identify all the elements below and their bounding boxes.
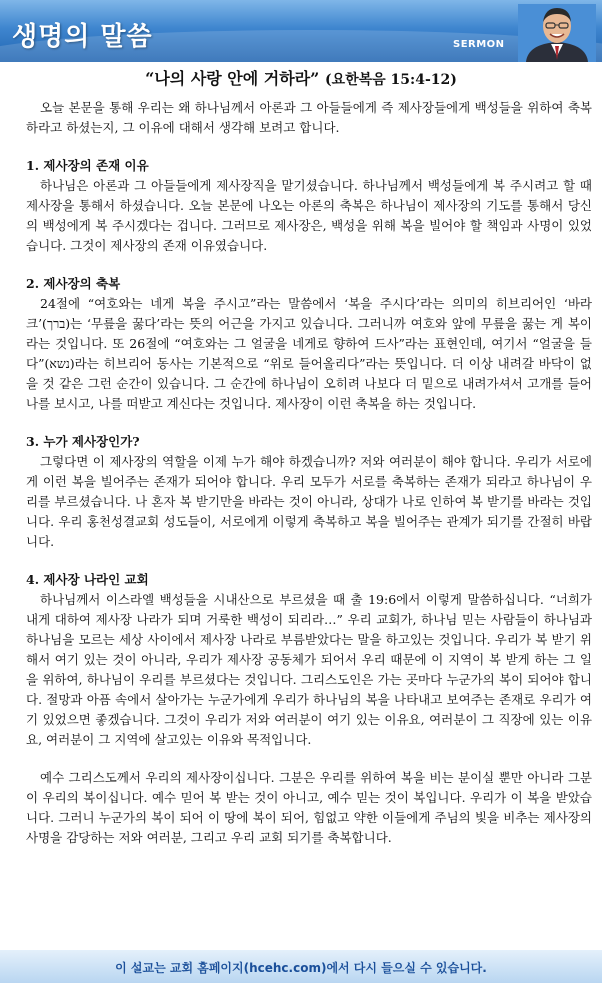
banner-title: 생명의 말씀 [12,22,153,52]
closing-paragraph: 예수 그리스도께서 우리의 제사장이십니다. 그분은 우리를 위하여 복을 비는 분이실 뿐만 아니라 그분이 우리의 복이십니다. 예수 믿어 복 받는 것이 아니고, 예수 믿는 것이 복입니다. 우리가 이 복을 받았습니다. 그러니 누군가의 복이 되어 이 땅에 복이 되어, 힘없고 약한 이들에게 주님의 빛을 비추는 제사장의 사명을 감당하는 저와 여러분, 그리고 우리 교회 되기를 축복합니다. [26,770,592,845]
section-heading: 4. 제사장 나라인 교회 [26,572,149,587]
intro-paragraph: 오늘 본문을 통해 우리는 왜 하나님께서 아론과 그 아들들에게 즉 제사장들에게 백성들을 위하여 축복하라고 하셨는지, 그 이유에 대해서 생각해 보려고 합니다. [26,100,592,135]
sermon-title [0,66,602,89]
footer-note: 이 설교는 교회 홈페이지(hcehc.com)에서 다시 들으실 수 있습니다. [115,961,487,975]
section-paragraph: 24절에 “여호와는 네게 복을 주시고”라는 말씀에서 ‘복을 주시다’라는 의미의 히브리어인 ‘바라크’(ברך)는 ‘무릎을 꿇다’라는 뜻의 어근을 가지고 있습니다. 그러니까 여호와 앞에 무릎을 꿇는 게 복이라는 것입니다. 또 26절에 “여호와는 그 얼굴을 네게로 향하여 드사”라는 표현인데, 여기서 “얼굴을 들다”(נשא)라는 히브리어 동사는 기본적으로 “위로 들어올리다”라는 뜻입니다. 더 이상 내려갈 바닥이 없을 것 같은 그런 순간이 있습니다. 그 순간에 하나님이 오히려 나보다 더 밑으로 내려가셔서 고개를 들어 나를 보시고, 나를 떠받고 계신다는 것입니다. 제사장이 이런 축복을 하는 것입니다. [26,296,592,411]
section-paragraph: 그렇다면 이 제사장의 역할을 이제 누가 해야 하겠습니까? 저와 여러분이 해야 합니다. 우리가 서로에게 이런 복을 빌어주는 존재가 되어야 합니다. 우리 모두가 서로를 축복하는 존재가 되라고 하나님이 우리를 부르셨습니다. 나 혼자 복 받기만을 바라는 것이 아니라, 상대가 나로 인하여 복 받기를 바라는 것입니다. 우리 홍천성결교회 성도들이, 서로에게 이렇게 축복하고 복을 빌어주는 관계가 되기를 간절히 바랍니다. [26,454,592,549]
section-heading: 2. 제사장의 축복 [26,276,121,291]
header-banner [0,0,602,62]
section-heading: 1. 제사장의 존재 이유 [26,158,149,173]
banner-sermon-label: SERMON [453,39,505,50]
sermon-body [26,98,592,848]
section-paragraph: 하나님은 아론과 그 아들들에게 제사장직을 맡기셨습니다. 하나님께서 백성들에게 복 주시려고 할 때 제사장을 통해서 하셨습니다. 오늘 본문에 나오는 아론의 축복은 하나님이 제사장의 기도를 통해서 당신의 백성에게 복 주시겠다는 겁니다. 그러므로 제사장은, 백성을 위해 복을 빌어야 할 책임과 사명이 있었습니다. 그것이 제사장의 존재 이유였습니다. [26,178,592,253]
sermon-title-text: “나의 사랑 안에 거하라” [145,69,320,88]
section-paragraph: 하나님께서 이스라엘 백성들을 시내산으로 부르셨을 때 출 19:6에서 이렇게 말씀하십니다. “너희가 내게 대하여 제사장 나라가 되며 거룩한 백성이 되리라…” 우리 교회가, 하나님 믿는 사람들이 하나님과 하나님을 모르는 세상 사이에서 제사장 나라로 부름받았다는 말을 하고있는 것입니다. 우리가 복 받기 위해서 여기 있는 것이 아니라, 우리가 제사장 공동체가 되어서 우리 때문에 이 지역이 복 받게 하는 그 일을 위하여, 하나님이 우리를 부르셨다는 것입니다. 그리스도인은 가는 곳마다 누군가의 복이 되어야 합니다. 절망과 아픔 속에서 살아가는 누군가에게 우리가 하나님의 복을 나타내고 보여주는 존재로 우리가 여기 있었으면 좋겠습니다. 그것이 우리가 저와 여러분이 여기 있는 이유요, 여러분이 그 직장에 있는 이유요, 여러분이 그 지역에 살고있는 이유와 목적입니다. [26,592,592,747]
scripture-reference: (요한복음 15:4-12) [324,72,457,88]
section-heading: 3. 누가 제사장인가? [26,434,140,449]
pastor-portrait [518,4,596,62]
footer-banner [0,950,602,983]
